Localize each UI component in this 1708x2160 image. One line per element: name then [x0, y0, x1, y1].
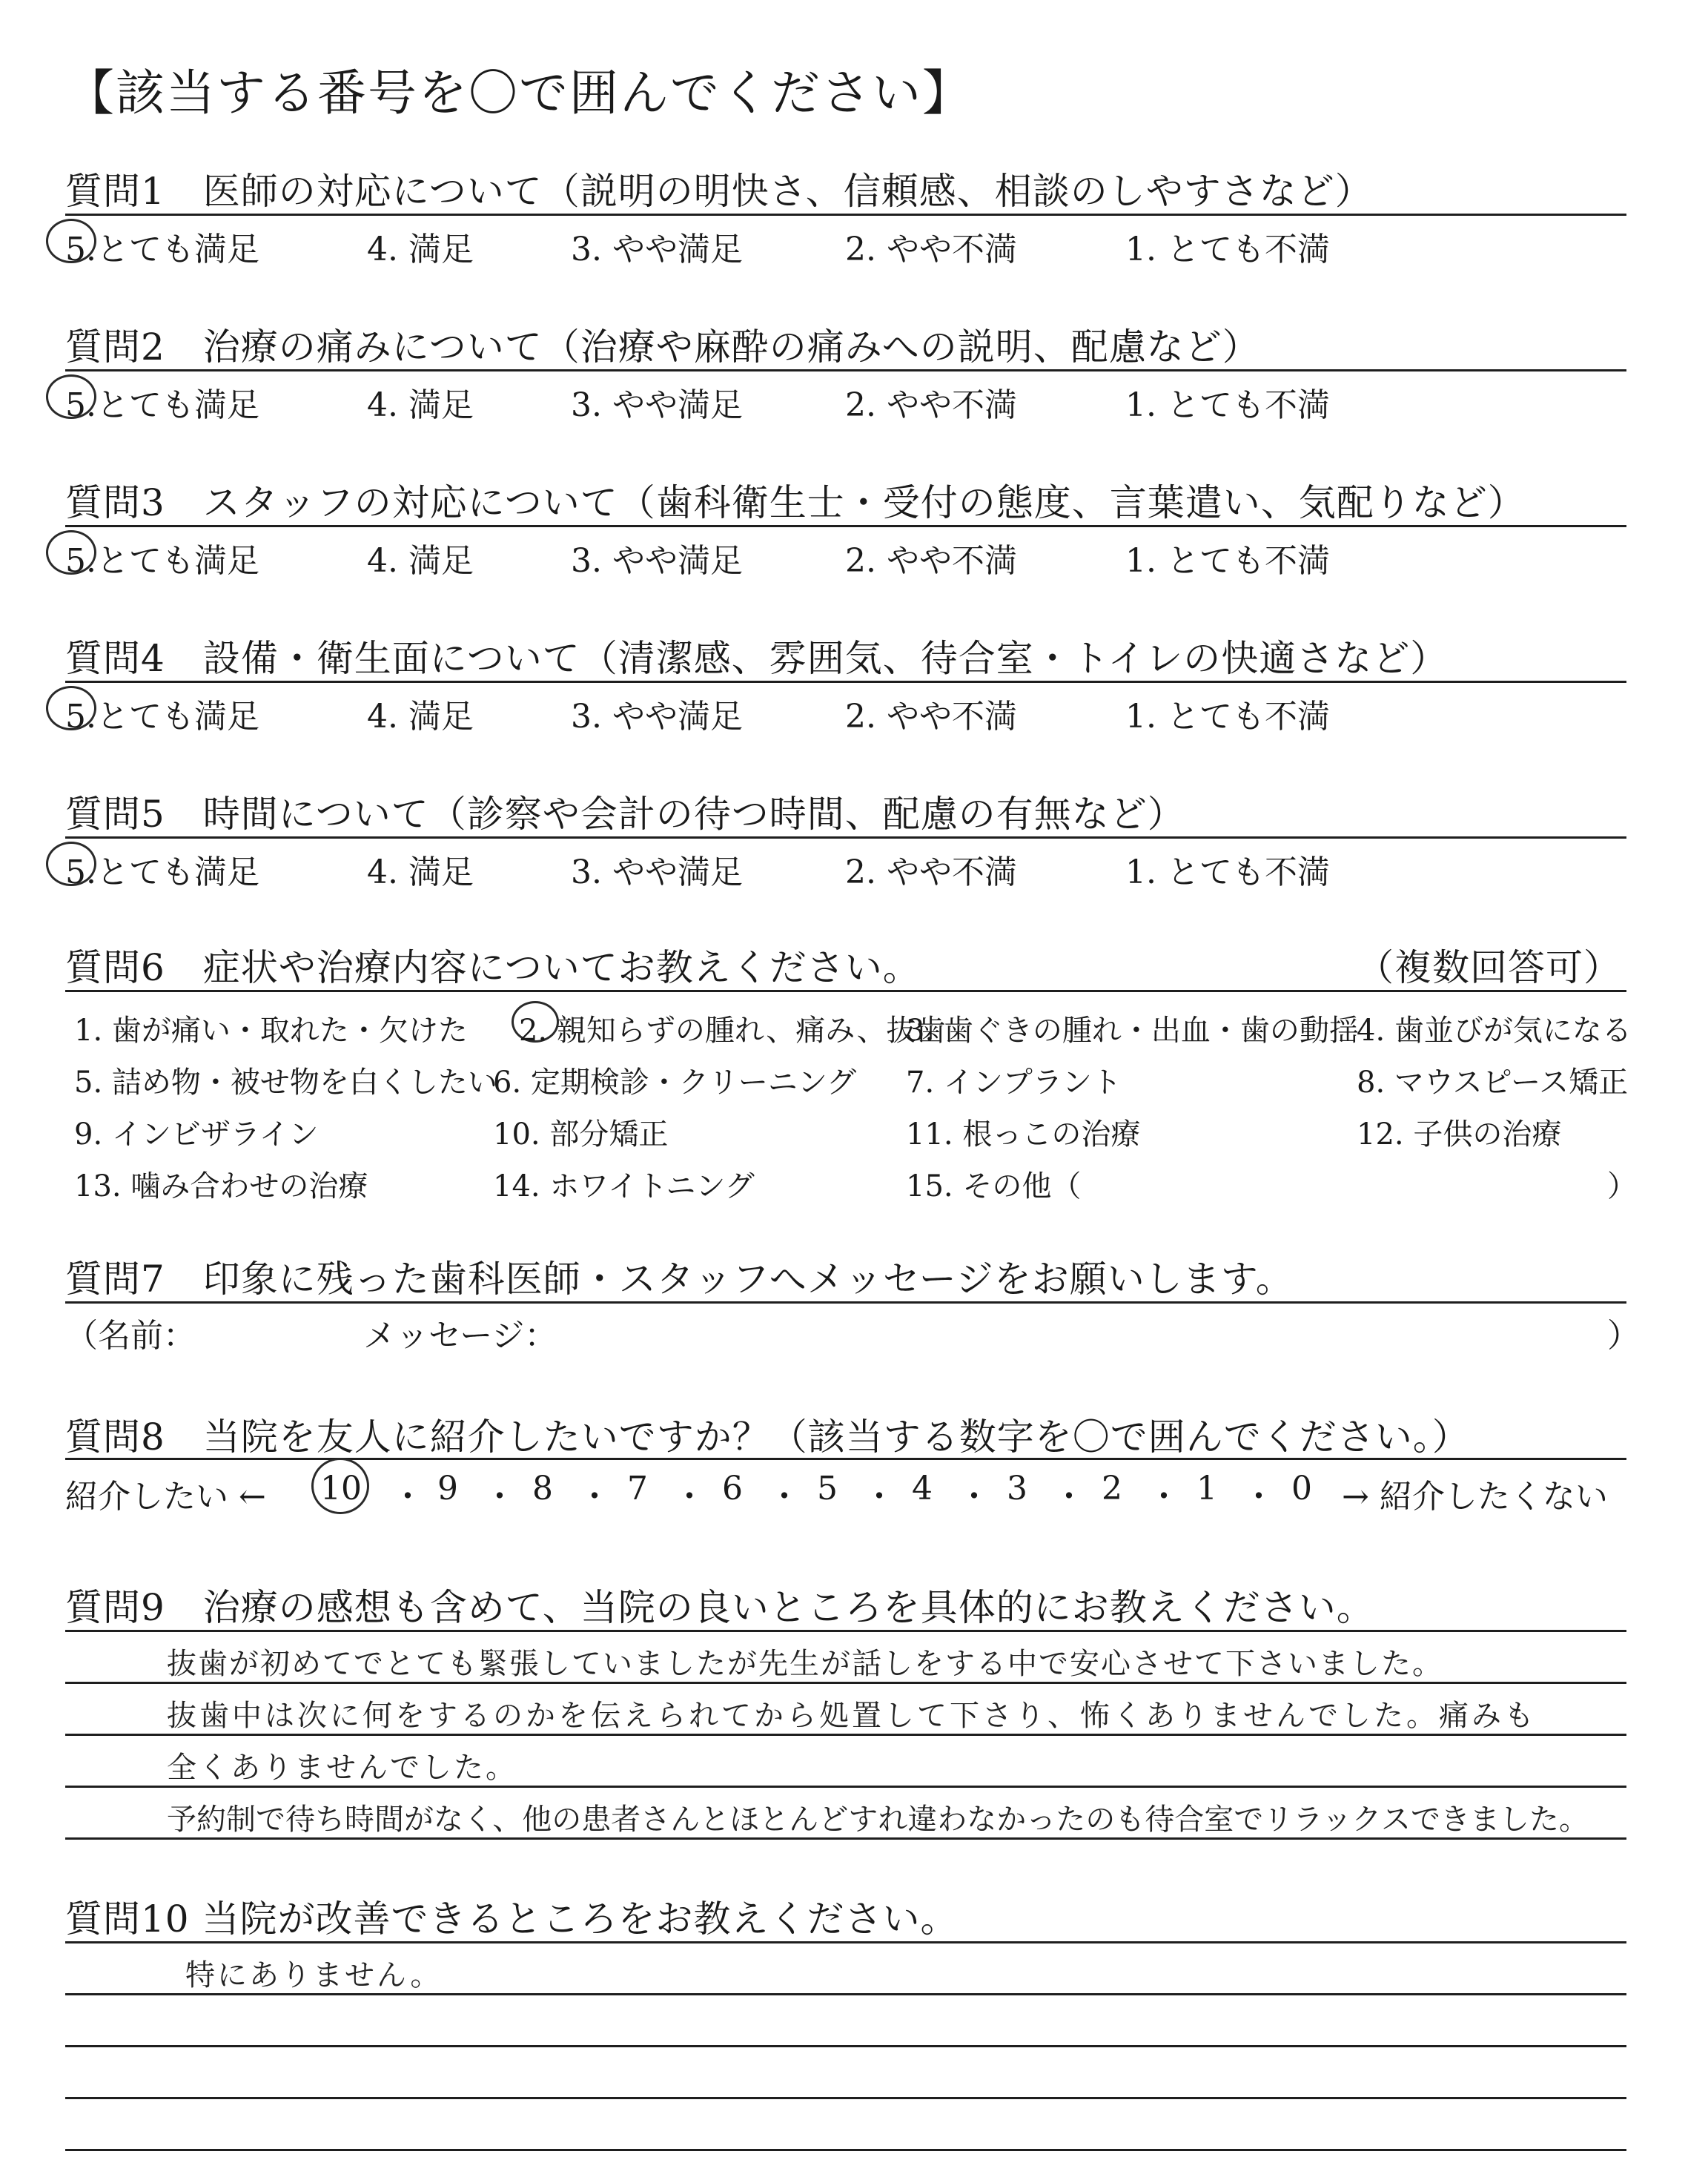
option-1[interactable]: 1. とても不満 [1125, 231, 1330, 268]
recommend-left-label: 紹介したい ← [65, 1478, 266, 1516]
handwritten-answer-line: 予約制で待ち時間がなく、他の患者さんとほとんどすれ違わなかったのも待合室でリラックスできました。 [167, 1803, 1589, 1837]
message-close-paren: ） [1607, 1317, 1640, 1355]
scale-6[interactable]: 6 [722, 1470, 743, 1507]
answer-line [65, 2045, 1626, 2047]
answer-line [65, 2097, 1626, 2099]
symptom-option[interactable]: 4. 歯並びが気になる [1357, 1014, 1632, 1048]
handwritten-answer-line: 抜歯が初めてでとても緊張していましたが先生が話しをする中で安心させて下さいました。 [167, 1647, 1443, 1681]
scale-dot: ・ [483, 1478, 516, 1516]
scale-dot: ・ [673, 1478, 706, 1516]
option-3[interactable]: 3. やや満足 [571, 231, 743, 268]
scale-dot: ・ [1148, 1478, 1180, 1516]
handwritten-answer-line: 全くありませんでした。 [167, 1751, 517, 1785]
divider [65, 1458, 1626, 1460]
symptom-option[interactable]: 6. 定期検診・クリーニング [493, 1066, 857, 1100]
scale-10[interactable]: 10 [320, 1470, 362, 1507]
option-5[interactable]: 5.とても満足 [65, 386, 259, 424]
option-3[interactable]: 3. やや満足 [571, 542, 743, 580]
option-5[interactable]: 5.とても満足 [65, 698, 259, 736]
symptom-option[interactable]: 15. その他（ [906, 1169, 1082, 1203]
symptom-option[interactable]: 1. 歯が痛い・取れた・欠けた [74, 1014, 468, 1048]
option-4[interactable]: 4. 満足 [367, 698, 474, 736]
page-title: 【該当する番号を〇で囲んでください】 [65, 65, 973, 122]
symptom-option[interactable]: 3. 歯ぐきの腫れ・出血・歯の動揺 [906, 1014, 1359, 1048]
message-label: メッセージ： [363, 1317, 557, 1355]
scale-dot: ・ [391, 1478, 424, 1516]
option-5[interactable]: 5.とても満足 [65, 231, 259, 268]
question-5-title: 質問5 時間について（診察や会計の待つ時間、配慮の有無など） [65, 793, 1185, 836]
option-4[interactable]: 4. 満足 [367, 231, 474, 268]
option-2[interactable]: 2. やや不満 [845, 542, 1017, 580]
option-1[interactable]: 1. とても不満 [1125, 542, 1330, 580]
other-close-paren: ） [1607, 1169, 1637, 1203]
scale-1[interactable]: 1 [1196, 1470, 1217, 1507]
divider [65, 1301, 1626, 1304]
symptom-option[interactable]: 11. 根っこの治療 [906, 1117, 1141, 1152]
option-2[interactable]: 2. やや不満 [845, 386, 1017, 424]
scale-0[interactable]: 0 [1291, 1470, 1312, 1507]
symptom-option[interactable]: 10. 部分矯正 [493, 1117, 669, 1152]
question-1-title: 質問1 医師の対応について（説明の明快さ、信頼感、相談のしやすさなど） [65, 170, 1373, 213]
symptom-option[interactable]: 13. 噛み合わせの治療 [74, 1169, 368, 1203]
multiple-answers-note: （複数回答可） [1357, 946, 1621, 989]
option-4[interactable]: 4. 満足 [367, 853, 474, 891]
name-label: （名前： [65, 1317, 196, 1355]
question-4-title: 質問4 設備・衛生面について（清潔感、雰囲気、待合室・トイレの快適さなど） [65, 637, 1449, 680]
option-3[interactable]: 3. やや満足 [571, 853, 743, 891]
symptom-option[interactable]: 8. マウスピース矯正 [1357, 1066, 1629, 1100]
option-1[interactable]: 1. とても不満 [1125, 698, 1330, 736]
question-6-title: 質問6 症状や治療内容についてお教えください。 [65, 946, 921, 989]
option-2[interactable]: 2. やや不満 [845, 698, 1017, 736]
scale-2[interactable]: 2 [1102, 1470, 1122, 1507]
scale-9[interactable]: 9 [437, 1470, 458, 1507]
divider [65, 369, 1626, 371]
option-5[interactable]: 5.とても満足 [65, 542, 259, 580]
symptom-option[interactable]: 2. 親知らずの腫れ、痛み、抜歯 [519, 1014, 946, 1048]
symptom-option[interactable]: 12. 子供の治療 [1357, 1117, 1562, 1152]
question-7-title: 質問7 印象に残った歯科医師・スタッフへメッセージをお願いします。 [65, 1258, 1294, 1301]
scale-3[interactable]: 3 [1007, 1470, 1027, 1507]
divider [65, 990, 1626, 992]
option-2[interactable]: 2. やや不満 [845, 231, 1017, 268]
answer-line [65, 1630, 1626, 1632]
handwritten-answer-line: 特にありません。 [185, 1958, 443, 1992]
option-2[interactable]: 2. やや不満 [845, 853, 1017, 891]
handwritten-answer-line: 抜歯中は次に何をするのかを伝えられてから処置して下さり、怖くありませんでした。痛みも [167, 1699, 1537, 1733]
option-5[interactable]: 5.とても満足 [65, 853, 259, 891]
divider [65, 836, 1626, 839]
scale-dot: ・ [863, 1478, 896, 1516]
question-8-title: 質問8 当院を友人に紹介したいですか？（該当する数字を〇で囲んでください。） [65, 1416, 1470, 1459]
scale-dot: ・ [578, 1478, 611, 1516]
symptom-option[interactable]: 14. ホワイトニング [493, 1169, 755, 1203]
scale-dot: ・ [958, 1478, 990, 1516]
option-1[interactable]: 1. とても不満 [1125, 853, 1330, 891]
symptom-option[interactable]: 7. インプラント [906, 1066, 1122, 1100]
option-1[interactable]: 1. とても不満 [1125, 386, 1330, 424]
divider [65, 525, 1626, 527]
option-4[interactable]: 4. 満足 [367, 542, 474, 580]
scale-dot: ・ [1242, 1478, 1275, 1516]
scale-7[interactable]: 7 [627, 1470, 648, 1507]
option-4[interactable]: 4. 満足 [367, 386, 474, 424]
symptom-option[interactable]: 5. 詰め物・被せ物を白くしたい [74, 1066, 497, 1100]
recommend-right-label: → 紹介したくない [1342, 1478, 1608, 1516]
scale-8[interactable]: 8 [532, 1470, 553, 1507]
question-10-title: 質問10 当院が改善できるところをお教えください。 [65, 1898, 959, 1941]
question-3-title: 質問3 スタッフの対応について（歯科衛生士・受付の態度、言葉遣い、気配りなど） [65, 481, 1526, 524]
scale-dot: ・ [768, 1478, 801, 1516]
question-2-title: 質問2 治療の痛みについて（治療や麻酔の痛みへの説明、配慮など） [65, 326, 1260, 369]
divider [65, 681, 1626, 683]
answer-line [65, 2149, 1626, 2151]
option-3[interactable]: 3. やや満足 [571, 386, 743, 424]
answer-line [65, 1941, 1626, 1943]
scale-5[interactable]: 5 [817, 1470, 838, 1507]
scale-4[interactable]: 4 [912, 1470, 933, 1507]
option-3[interactable]: 3. やや満足 [571, 698, 743, 736]
question-9-title: 質問9 治療の感想も含めて、当院の良いところを具体的にお教えください。 [65, 1586, 1374, 1629]
divider [65, 214, 1626, 216]
symptom-option[interactable]: 9. インビザライン [74, 1117, 319, 1152]
scale-dot: ・ [1053, 1478, 1085, 1516]
